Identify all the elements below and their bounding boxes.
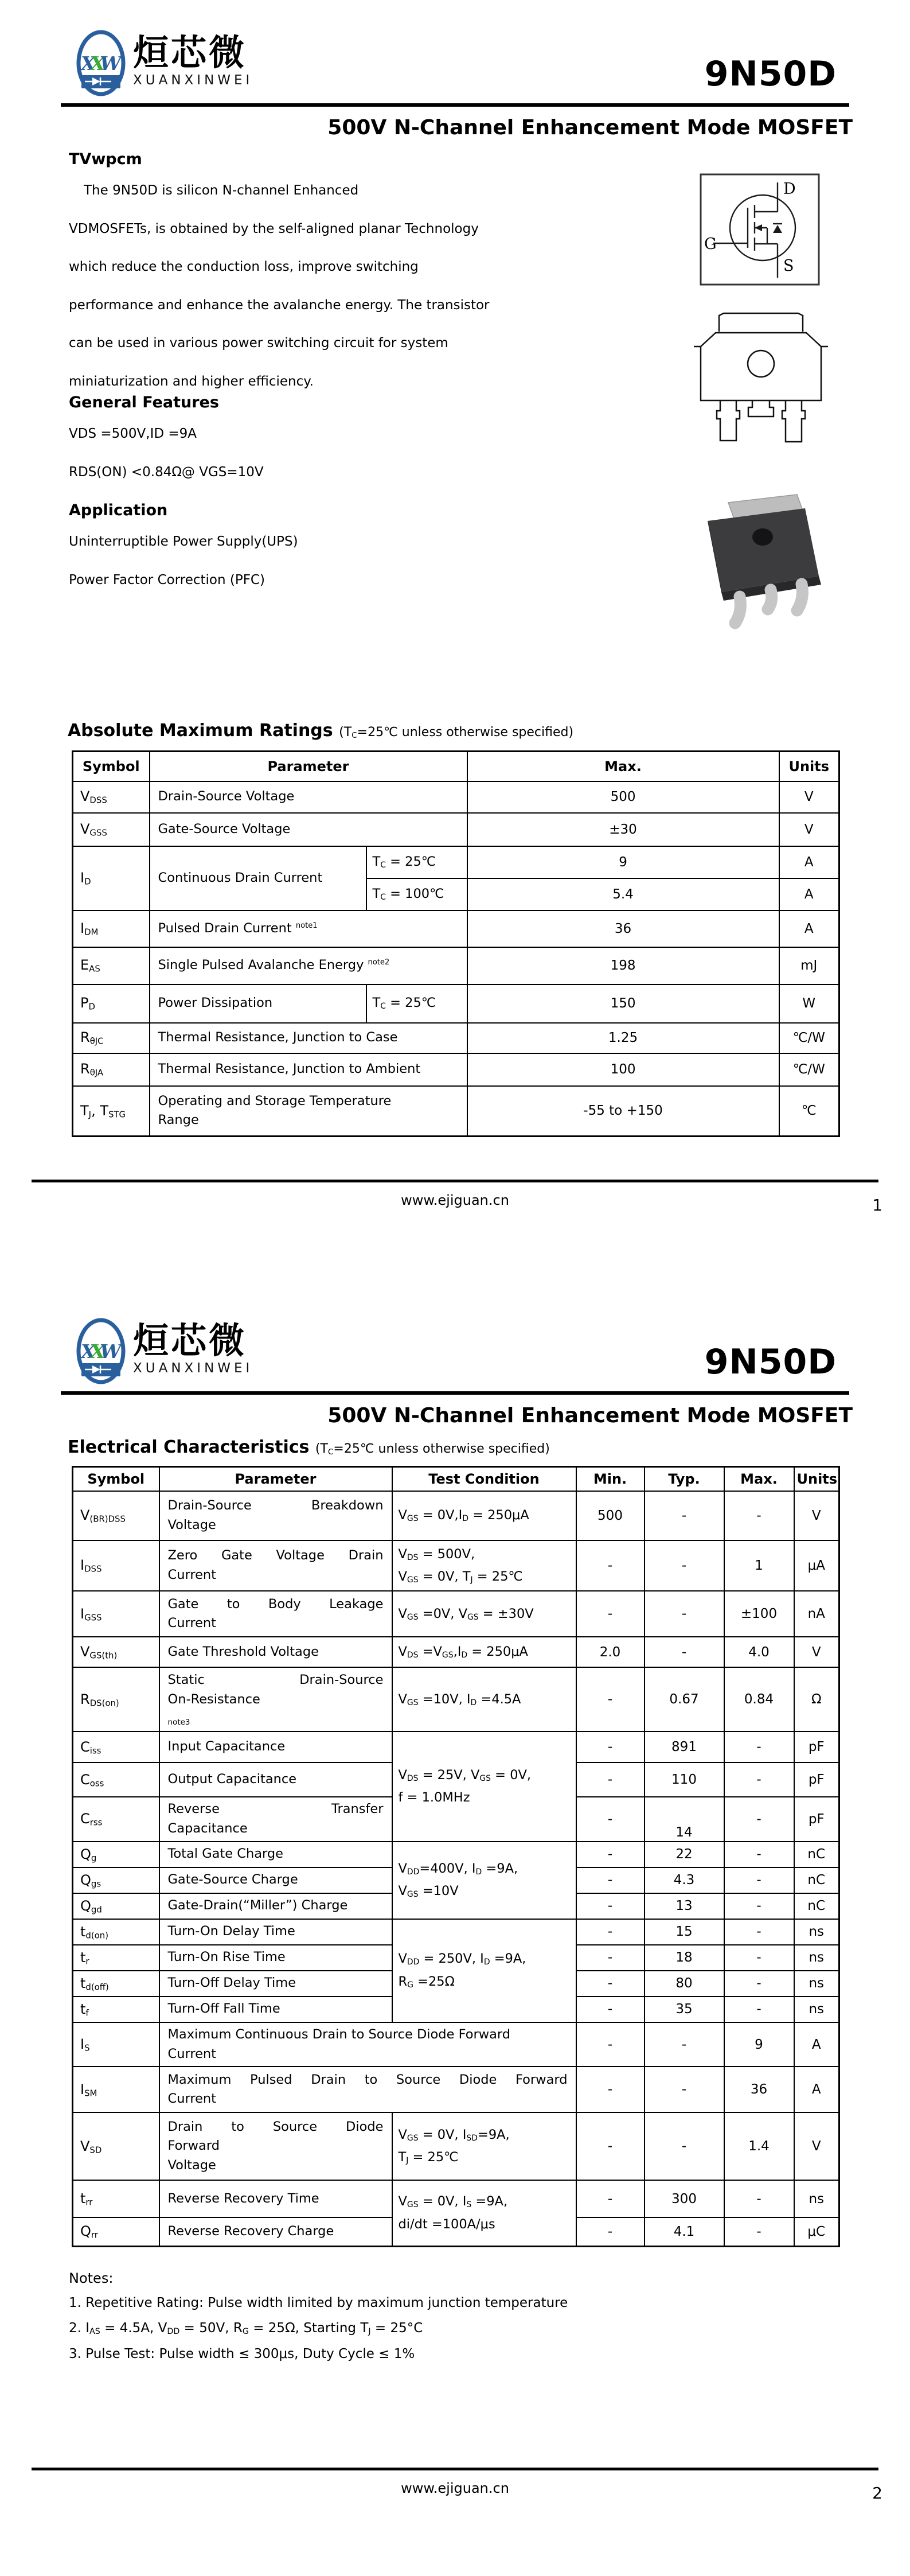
cell-condition: VDS = 500V, VGS = 0V, TJ = 25℃ <box>392 1540 576 1591</box>
cell-condition: TC = 25℃ <box>366 985 467 1023</box>
cell-min: - <box>576 1842 645 1867</box>
col-max: Max. <box>724 1467 794 1491</box>
logo-letter: W <box>100 52 120 75</box>
cell-max: 0.84 <box>724 1667 794 1731</box>
cell-units: ns <box>794 1945 839 1971</box>
note-item: 3. Pulse Test: Pulse width ≤ 300μs, Duty Cycle ≤ 1% <box>69 2347 415 2362</box>
logo-letter: W <box>100 1340 120 1363</box>
cell-units: ns <box>794 1997 839 2022</box>
cell-max: - <box>724 1797 794 1842</box>
part-number: 9N50D <box>704 1342 837 1382</box>
note-item: 1. Repetitive Rating: Pulse width limited by maximum junction temperature <box>69 2295 568 2310</box>
cell-units: pF <box>794 1797 839 1842</box>
cell-units: ℃/W <box>779 1023 839 1053</box>
cell-min: - <box>576 1591 645 1637</box>
cell-units: nC <box>794 1867 839 1893</box>
col-symbol: Symbol <box>73 752 150 781</box>
table-row <box>73 1053 839 1086</box>
cell-symbol: IS <box>73 2022 159 2067</box>
col-typ: Typ. <box>645 1467 724 1491</box>
page-number: 1 <box>872 1196 882 1215</box>
col-max: Max. <box>467 752 779 781</box>
cell-condition: VGS = 0V,ID = 250μA <box>392 1491 576 1540</box>
application-line: Uninterruptible Power Supply(UPS) <box>69 534 298 549</box>
table-row <box>73 985 839 1023</box>
cell-units: pF <box>794 1762 839 1797</box>
cell-min: - <box>576 1919 645 1945</box>
feature-line: RDS(ON) <0.84Ω@ VGS=10V <box>69 464 264 480</box>
cell-parameter: Turn-On Rise Time <box>159 1945 392 1971</box>
cell-typ: - <box>645 2067 724 2112</box>
cell-symbol: RDS(on) <box>73 1667 159 1731</box>
cell-typ: - <box>645 1637 724 1667</box>
package-outline-drawing <box>684 310 836 464</box>
cell-units: nC <box>794 1893 839 1919</box>
cell-symbol: PD <box>73 985 150 1023</box>
cell-typ: - <box>645 1591 724 1637</box>
cell-typ: - <box>645 1491 724 1540</box>
table-row <box>73 1919 839 1945</box>
cell-typ: - <box>645 2022 724 2067</box>
cell-symbol: VDSS <box>73 781 150 813</box>
application-line: Power Factor Correction (PFC) <box>69 572 265 587</box>
cell-symbol: ID <box>73 846 150 910</box>
table-header-row <box>73 1467 839 1491</box>
col-units: Units <box>779 752 839 781</box>
cell-units: A <box>779 910 839 947</box>
cell-parameter: Output Capacitance <box>159 1762 392 1797</box>
cell-typ: - <box>645 2112 724 2180</box>
cell-units: nA <box>794 1591 839 1637</box>
gate-label: G <box>704 235 717 253</box>
cell-units: V <box>794 1491 839 1540</box>
cell-symbol: TJ, TSTG <box>73 1086 150 1137</box>
cell-parameter: Turn-Off Delay Time <box>159 1971 392 1997</box>
elec-char-title <box>68 1437 550 1457</box>
table-row <box>73 813 839 846</box>
cell-max: - <box>724 2217 794 2246</box>
cell-max: - <box>724 1867 794 1893</box>
cell-parameter: Gate to Body Leakage Current <box>159 1591 392 1637</box>
table-row <box>73 1842 839 1867</box>
cell-symbol: IGSS <box>73 1591 159 1637</box>
cell-typ: 4.3 <box>645 1867 724 1893</box>
part-number: 9N50D <box>704 54 837 94</box>
cell-max: - <box>724 1762 794 1797</box>
cell-max: - <box>724 1971 794 1997</box>
cell-symbol: tf <box>73 1997 159 2022</box>
cell-symbol: Qgd <box>73 1893 159 1919</box>
abs-max-table <box>72 750 840 1137</box>
cell-typ: 110 <box>645 1762 724 1797</box>
cell-max: ±30 <box>467 813 779 846</box>
abs-max-title-note: (TC=25℃ unless otherwise specified) <box>339 725 574 740</box>
cell-max: 36 <box>467 910 779 947</box>
cell-min: - <box>576 2067 645 2112</box>
cell-max: 9 <box>467 846 779 878</box>
cell-condition: VDD = 250V, ID =9A, RG =25Ω <box>392 1919 576 2022</box>
cell-condition: VGS =10V, ID =4.5A <box>392 1667 576 1731</box>
description-line: The 9N50D is silicon N-channel Enhanced <box>84 183 359 198</box>
brand-name-cn: 烜芯微 <box>133 1320 247 1361</box>
col-units: Units <box>794 1467 839 1491</box>
footer-url: www.ejiguan.cn <box>401 1192 509 1208</box>
col-min: Min. <box>576 1467 645 1491</box>
cell-symbol: VGSS <box>73 813 150 846</box>
source-label: S <box>783 257 794 275</box>
description-line: which reduce the conduction loss, improve switching <box>69 259 419 275</box>
cell-parameter: Static Drain-Source On-Resistance note3 <box>159 1667 392 1731</box>
cell-min: - <box>576 2180 645 2217</box>
brand-name-en: XUANXINWEI <box>133 72 253 88</box>
cell-units: A <box>779 878 839 910</box>
footer-url: www.ejiguan.cn <box>401 2480 509 2496</box>
cell-parameter: Total Gate Charge <box>159 1842 392 1867</box>
table-row <box>73 1491 839 1540</box>
cell-max: 1.25 <box>467 1023 779 1053</box>
cell-parameter: Thermal Resistance, Junction to Ambient <box>150 1053 467 1086</box>
cell-max: 5.4 <box>467 878 779 910</box>
cell-parameter: Gate Threshold Voltage <box>159 1637 392 1667</box>
description-section <box>69 150 528 413</box>
cell-parameter: Reverse Recovery Time <box>159 2180 392 2217</box>
cell-typ: 35 <box>645 1997 724 2022</box>
table-row <box>73 1731 839 1762</box>
logo-letter: X <box>90 1340 104 1363</box>
logo-letter: X <box>81 52 95 75</box>
notes-heading: Notes: <box>69 2270 114 2286</box>
logo-letter: X <box>90 52 104 75</box>
cell-condition: TC = 25℃ <box>366 846 467 878</box>
abs-max-title <box>68 721 573 741</box>
page-title: 500V N-Channel Enhancement Mode MOSFET <box>327 116 853 139</box>
footer-rule <box>32 1180 878 1182</box>
cell-units: nC <box>794 1842 839 1867</box>
elec-char-table <box>72 1466 840 2247</box>
table-row <box>73 947 839 985</box>
cell-symbol: Qrr <box>73 2217 159 2246</box>
cell-units: V <box>794 1637 839 1667</box>
brand-name-block <box>133 1318 253 1376</box>
table-row <box>73 846 839 878</box>
table-row <box>73 1540 839 1591</box>
description-line: can be used in various power switching circuit for system <box>69 336 448 351</box>
table-row <box>73 1667 839 1731</box>
cell-symbol: Coss <box>73 1762 159 1797</box>
cell-max: 9 <box>724 2022 794 2067</box>
cell-min: - <box>576 1762 645 1797</box>
header-rule <box>61 1391 849 1395</box>
elec-char-title-text: Electrical Characteristics <box>68 1437 310 1457</box>
cell-max: - <box>724 1491 794 1540</box>
cell-typ: 0.67 <box>645 1667 724 1731</box>
cell-symbol: Ciss <box>73 1731 159 1762</box>
col-test-condition: Test Condition <box>392 1467 576 1491</box>
table-row <box>73 1591 839 1637</box>
cell-max: 100 <box>467 1053 779 1086</box>
cell-parameter: Power Dissipation <box>150 985 366 1023</box>
table-header-row <box>73 752 839 781</box>
cell-max: - <box>724 1731 794 1762</box>
cell-condition: VGS = 0V, IS =9A, di/dt =100A/μs <box>392 2180 576 2246</box>
elec-char-title-note: (TC=25℃ unless otherwise specified) <box>315 1442 550 1457</box>
note-item: 2. IAS = 4.5A, VDD = 50V, RG = 25Ω, Starting TJ = 25°C <box>69 2321 423 2337</box>
cell-typ: 891 <box>645 1731 724 1762</box>
cell-units: ns <box>794 2180 839 2217</box>
footer-rule <box>32 2468 878 2470</box>
cell-units: μA <box>794 1540 839 1591</box>
cell-max: 198 <box>467 947 779 985</box>
description-line: VDMOSFETs, is obtained by the self-aligned planar Technology <box>69 221 479 236</box>
cell-max: ±100 <box>724 1591 794 1637</box>
cell-units: A <box>794 2067 839 2112</box>
brand-name-block <box>133 30 253 88</box>
logo-letter: X <box>81 1340 95 1363</box>
cell-symbol: ISM <box>73 2067 159 2112</box>
cell-max: - <box>724 1997 794 2022</box>
cell-parameter: Gate-Drain(“Miller”) Charge <box>159 1893 392 1919</box>
datasheet-page-2 <box>0 1288 910 2576</box>
cell-max: 500 <box>467 781 779 813</box>
cell-typ: 22 <box>645 1842 724 1867</box>
cell-symbol: RθJA <box>73 1053 150 1086</box>
notes-section <box>69 2270 700 2372</box>
brand-logo <box>76 1318 253 1384</box>
cell-parameter: Zero Gate Voltage Drain Current <box>159 1540 392 1591</box>
cell-parameter: Continuous Drain Current <box>150 846 366 910</box>
mosfet-symbol-diagram <box>700 173 820 286</box>
cell-min: - <box>576 1945 645 1971</box>
table-row <box>73 2067 839 2112</box>
cell-symbol: td(on) <box>73 1919 159 1945</box>
cell-max: 150 <box>467 985 779 1023</box>
cell-min: - <box>576 2022 645 2067</box>
cell-condition: VDS = 25V, VGS = 0V, f = 1.0MHz <box>392 1731 576 1842</box>
cell-max: -55 to +150 <box>467 1086 779 1137</box>
svg-text:XXW <box>80 52 123 75</box>
cell-symbol: V(BR)DSS <box>73 1491 159 1540</box>
cell-min: - <box>576 1797 645 1842</box>
col-symbol: Symbol <box>73 1467 159 1491</box>
cell-parameter: Drain-Source Breakdown Voltage <box>159 1491 392 1540</box>
features-section <box>69 394 528 503</box>
cell-parameter: Gate-Source Charge <box>159 1867 392 1893</box>
col-parameter: Parameter <box>159 1467 392 1491</box>
cell-symbol: VSD <box>73 2112 159 2180</box>
cell-parameter: Operating and Storage Temperature Range <box>150 1086 467 1137</box>
cell-parameter: Pulsed Drain Current $^{note1}$ <box>150 910 467 947</box>
cell-max: - <box>724 1893 794 1919</box>
table-row <box>73 2022 839 2067</box>
cell-units: W <box>779 985 839 1023</box>
cell-min: - <box>576 2217 645 2246</box>
cell-units: V <box>794 2112 839 2180</box>
cell-symbol: Qg <box>73 1842 159 1867</box>
table-row <box>73 1637 839 1667</box>
drain-label: D <box>783 180 796 198</box>
cell-units: mJ <box>779 947 839 985</box>
col-parameter: Parameter <box>150 752 467 781</box>
brand-logo <box>76 30 253 96</box>
cell-units: Ω <box>794 1667 839 1731</box>
cell-typ: 13 <box>645 1893 724 1919</box>
cell-symbol: RθJC <box>73 1023 150 1053</box>
cell-condition: VGS =0V, VGS = ±30V <box>392 1591 576 1637</box>
cell-symbol: tr <box>73 1945 159 1971</box>
cell-symbol: EAS <box>73 947 150 985</box>
table-row <box>73 2112 839 2180</box>
cell-parameter: Thermal Resistance, Junction to Case <box>150 1023 467 1053</box>
cell-condition: VDS =VGS,ID = 250μA <box>392 1637 576 1667</box>
cell-units: A <box>779 846 839 878</box>
cell-max: - <box>724 1945 794 1971</box>
cell-typ: 300 <box>645 2180 724 2217</box>
cell-units: A <box>794 2022 839 2067</box>
cell-min: - <box>576 1997 645 2022</box>
cell-min: - <box>576 1893 645 1919</box>
cell-units: ns <box>794 1971 839 1997</box>
features-heading: General Features <box>69 394 219 411</box>
cell-typ: 14 <box>645 1797 724 1842</box>
cell-max: 4.0 <box>724 1637 794 1667</box>
cell-typ: 80 <box>645 1971 724 1997</box>
description-line: performance and enhance the avalanche energy. The transistor <box>69 297 490 313</box>
cell-condition: VDD=400V, ID =9A, VGS =10V <box>392 1842 576 1919</box>
table-row <box>73 910 839 947</box>
cell-parameter: Maximum Pulsed Drain to Source Diode Forward Current <box>159 2067 576 2112</box>
cell-typ: 18 <box>645 1945 724 1971</box>
cell-condition: VGS = 0V, ISD=9A, TJ = 25℃ <box>392 2112 576 2180</box>
package-photo <box>695 491 825 663</box>
cell-max: 36 <box>724 2067 794 2112</box>
cell-symbol: trr <box>73 2180 159 2217</box>
cell-parameter: Drain-Source Voltage <box>150 781 467 813</box>
cell-symbol: Crss <box>73 1797 159 1842</box>
table-row <box>73 781 839 813</box>
cell-units: V <box>779 781 839 813</box>
cell-units: pF <box>794 1731 839 1762</box>
cell-parameter: Single Pulsed Avalanche Energy $^{note2}$ <box>150 947 467 985</box>
cell-parameter: Turn-On Delay Time <box>159 1919 392 1945</box>
cell-max: - <box>724 2180 794 2217</box>
cell-units: ℃ <box>779 1086 839 1137</box>
page-title: 500V N-Channel Enhancement Mode MOSFET <box>327 1404 853 1427</box>
brand-logo-icon <box>76 30 126 96</box>
cell-min: - <box>576 1731 645 1762</box>
cell-units: V <box>779 813 839 846</box>
cell-min: - <box>576 1867 645 1893</box>
cell-units: μC <box>794 2217 839 2246</box>
cell-typ: - <box>645 1540 724 1591</box>
cell-symbol: td(off) <box>73 1971 159 1997</box>
feature-line: VDS =500V,ID =9A <box>69 426 197 441</box>
application-section <box>69 501 528 610</box>
description-line: miniaturization and higher efficiency. <box>69 373 314 389</box>
table-row <box>73 2180 839 2217</box>
table-row <box>73 1086 839 1137</box>
cell-symbol: VGS(th) <box>73 1637 159 1667</box>
table-row <box>73 1023 839 1053</box>
cell-min: 2.0 <box>576 1637 645 1667</box>
cell-max: 1 <box>724 1540 794 1591</box>
brand-name-cn: 烜芯微 <box>133 32 247 73</box>
cell-min: - <box>576 1971 645 1997</box>
cell-max: - <box>724 1919 794 1945</box>
cell-units: ns <box>794 1919 839 1945</box>
cell-min: 500 <box>576 1491 645 1540</box>
cell-symbol: IDSS <box>73 1540 159 1591</box>
cell-symbol: Qgs <box>73 1867 159 1893</box>
application-heading: Application <box>69 501 168 519</box>
cell-min: - <box>576 2112 645 2180</box>
page-number: 2 <box>872 2484 882 2503</box>
header-rule <box>61 103 849 107</box>
svg-text:XXW <box>80 1340 123 1363</box>
cell-parameter: Input Capacitance <box>159 1731 392 1762</box>
cell-units: ℃/W <box>779 1053 839 1086</box>
cell-max: 1.4 <box>724 2112 794 2180</box>
cell-parameter: Reverse Recovery Charge <box>159 2217 392 2246</box>
cell-typ: 4.1 <box>645 2217 724 2246</box>
cell-parameter: Maximum Continuous Drain to Source Diode Forward Current <box>159 2022 576 2067</box>
cell-parameter: Reverse Transfer Capacitance <box>159 1797 392 1842</box>
abs-max-title-text: Absolute Maximum Ratings <box>68 721 333 741</box>
cell-parameter: Turn-Off Fall Time <box>159 1997 392 2022</box>
cell-condition: TC = 100℃ <box>366 878 467 910</box>
cell-parameter: Gate-Source Voltage <box>150 813 467 846</box>
cell-symbol: IDM <box>73 910 150 947</box>
description-heading: TVwpcm <box>69 150 142 168</box>
cell-typ: 15 <box>645 1919 724 1945</box>
brand-logo-icon <box>76 1318 126 1384</box>
cell-parameter: Drain to Source Diode Forward Voltage <box>159 2112 392 2180</box>
cell-max: - <box>724 1842 794 1867</box>
brand-name-en: XUANXINWEI <box>133 1360 253 1376</box>
cell-min: - <box>576 1667 645 1731</box>
cell-min: - <box>576 1540 645 1591</box>
